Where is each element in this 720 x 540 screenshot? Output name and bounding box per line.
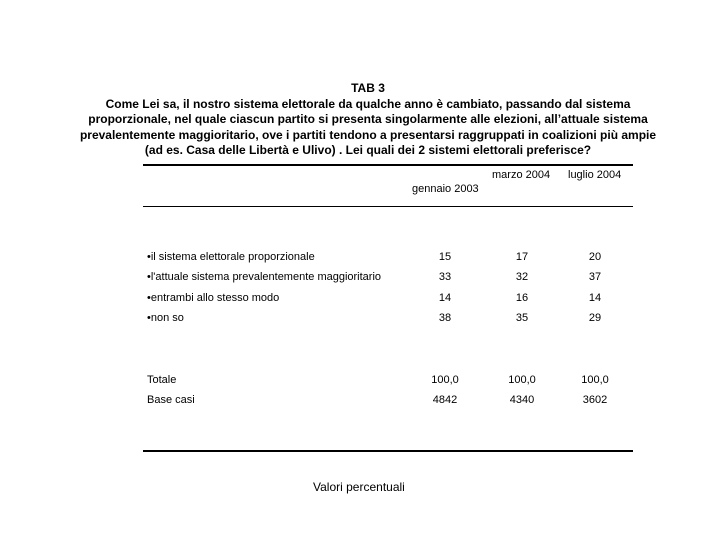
row-label-text: entrambi allo stesso modo [150, 292, 280, 304]
table-cell: 14 [438, 292, 452, 304]
bottom-rule [143, 450, 633, 452]
row-label-non-so [147, 312, 184, 325]
table-cell: 15 [438, 251, 452, 263]
table-cell: 14 [588, 292, 602, 304]
title-line-5: (ad es. Casa delle Libertà e Ulivo) . Lei quali dei 2 sistemi elettorali preferisce? [144, 143, 592, 157]
table-cell: 4340 [509, 394, 535, 406]
title-line-2: Come Lei sa, il nostro sistema elettorale da qualche anno è cambiato, passando dal sistema [105, 96, 631, 111]
column-header-luglio-2004: luglio 2004 [568, 169, 622, 181]
table-cell: 3602 [582, 394, 608, 406]
table-cell: 37 [588, 271, 602, 283]
row-label-proporzionale [147, 251, 315, 264]
row-label-entrambi [147, 292, 279, 305]
row-label-text: il sistema elettorale proporzionale [150, 251, 315, 263]
table-cell: 17 [515, 251, 529, 263]
table-cell: 32 [515, 271, 529, 283]
table-cell: 20 [588, 251, 602, 263]
column-header-marzo-2004: marzo 2004 [492, 169, 551, 181]
row-label-text: l'attuale sistema prevalentemente maggioritario [150, 271, 382, 283]
table-cell: 100,0 [508, 374, 536, 386]
title-line-4: prevalentemente maggioritario, ove i partiti tendono a presentarsi raggruppati in coalizioni più ampie [79, 127, 657, 142]
table-cell: 4842 [432, 394, 458, 406]
table-cell: 29 [588, 312, 602, 324]
table-cell: 100,0 [431, 374, 459, 386]
column-header-gennaio-2003: gennaio 2003 [412, 183, 479, 195]
table-title [60, 81, 676, 159]
table-cell: 100,0 [581, 374, 609, 386]
base-label: Base casi [147, 394, 195, 406]
table-cell: 38 [438, 312, 452, 324]
header-rule [143, 206, 633, 207]
row-label-maggioritario [147, 271, 381, 284]
top-rule [143, 164, 633, 166]
row-label-text: non so [150, 312, 184, 324]
totals-label: Totale [147, 374, 177, 386]
table-cell: 16 [515, 292, 529, 304]
footer-note: Valori percentuali [313, 480, 405, 494]
table-cell: 35 [515, 312, 529, 324]
table-cell: 33 [438, 271, 452, 283]
title-line-3: proporzionale, nel quale ciascun partito si presenta singolarmente alle elezioni, all’attuale sistema [88, 112, 648, 126]
title-line-1: TAB 3 [351, 81, 385, 95]
